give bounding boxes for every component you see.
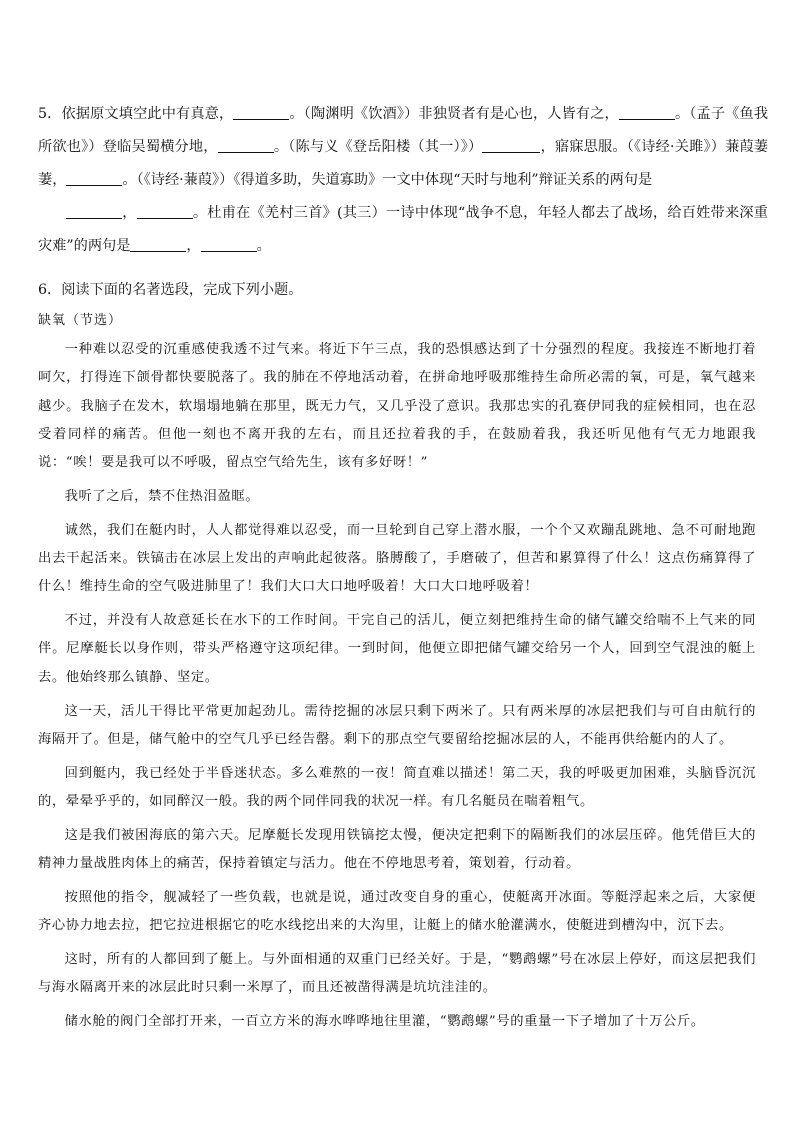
passage-paragraph: 回到艇内，我已经处于半昏迷状态。多么难熬的一夜！简直难以描述！第二天，我的呼吸更加困难，头脑昏沉沉的，晕晕乎乎的，如同醉汉一般。我的两个同伴同我的状况一样。有几名艇员在喘着粗气。 (38, 765, 756, 809)
question-5 (38, 98, 768, 263)
passage-paragraph: 这一天，活儿干得比平常更加起劲儿。需待挖掘的冰层只剩下两米了。只有两米厚的冰层把我们与可自由航行的海隔开了。但是，储气舱中的空气几乎已经告罄。剩下的那点空气要留给挖掘冰层的人，不能再供给艇内的人了。 (38, 703, 756, 747)
passage-paragraph: 这是我们被困海底的第六天。尼摩艇长发现用铁镐挖太慢，便决定把剩下的隔断我们的冰层压碎。他凭借巨大的精神力量战胜肉体上的痛苦，保持着镇定与活力。他在不停地思考着，策划着，行动着。 (38, 827, 756, 872)
q5-text-3: 。（孟子《鱼我所欲也》）登临吴蜀横分地， (38, 106, 769, 155)
q5-text-1: 5．依据原文填空此中有真意， (38, 106, 234, 122)
answer-blank[interactable] (201, 237, 257, 252)
q5-text-4: 。（陈与义《登岳阳楼（其一）》） (273, 139, 483, 155)
answer-blank[interactable] (218, 138, 274, 153)
q5-text-8: 。杜甫在《羌村三首》(其三）一诗中体现“战争不息，年轻人都去了战场，给百姓带来深重灾难”的两句是 (38, 205, 768, 254)
q5-text-10: 。 (256, 238, 271, 254)
answer-blank[interactable] (137, 204, 193, 219)
question-6-prompt: 6．阅读下面的名著选段，完成下列小题。 (38, 282, 303, 298)
answer-blank[interactable] (130, 237, 186, 252)
passage-title: 缺氧（节选） (38, 313, 123, 328)
answer-blank[interactable] (66, 171, 122, 186)
passage-paragraph: 按照他的指令，舰减轻了一些负载，也就是说，通过改变自身的重心，使艇离开冰面。等艇浮起来之后，大家便齐心协力地去拉，把它拉进根据它的吃水线挖出来的大沟里，让艇上的储水舱灌满水，使艇进到槽沟中，沉下去。 (38, 889, 756, 934)
passage-paragraph: 这时，所有的人都回到了艇上。与外面相通的双重门已经关好。于是，“鹦鹉螺”号在冰层上停好，而这层把我们与海水隔离开来的冰层此时只剩一米厚了，而且还被凿得满是坑坑洼洼的。 (38, 951, 756, 996)
q5-text-7: ， (122, 205, 137, 221)
answer-blank[interactable] (233, 105, 289, 120)
answer-blank[interactable] (619, 105, 675, 120)
q5-text-6: 。（《诗经·蒹葭》）《得道多助，失道寡助》一文中体现“天时与地利”辩证关系的两句是 (122, 172, 653, 188)
answer-blank[interactable] (482, 138, 540, 153)
q5-text-2: 。（陶渊明《饮酒》）非独贤者有是心也，人皆有之， (289, 106, 619, 122)
q5-text-9: ， (186, 238, 201, 254)
passage (38, 336, 756, 1042)
passage-paragraph: 我听了之后，禁不住热泪盈眶。 (64, 488, 260, 504)
passage-paragraph: 不过，并没有人故意延长在水下的工作时间。干完自己的活儿，便立刻把维持生命的储气罐交给喘不上气来的同伴。尼摩艇长以身作则，带头严格遵守这项纪律。一到时间，他便立即把储气罐交给另一个人，回到空气混浊的艇上去。他始终那么镇静、坚定。 (38, 613, 756, 685)
q5-text-5: ，寤寐思服。（《诗经·关雎》）蒹葭萋萋， (38, 139, 768, 188)
answer-blank[interactable] (66, 204, 122, 219)
passage-paragraph: 诚然，我们在艇内时，人人都觉得难以忍受，而一旦轮到自己穿上潜水服，一个个又欢蹦乱跳地、急不可耐地跑出去干起活来。铁镐击在冰层上发出的声响此起彼落。胳膊酸了，手磨破了，但苦和累算得了什么！这点伤痛算得了什么！维持生命的空气吸进肺里了！我们大口大口地呼吸着！大口大口地呼吸着！ (38, 522, 756, 595)
passage-paragraph: 储水舱的阀门全部打开来，一百立方米的海水哗哗地往里灌，“鹦鹉螺”号的重量一下子增加了十万公斤。 (64, 1014, 705, 1030)
passage-paragraph: 一种难以忍受的沉重感使我透不过气来。将近下午三点，我的恐惧感达到了十分强烈的程度。我接连不断地打着呵欠，打得连下颌骨都快要脱落了。我的肺在不停地活动着，在拼命地呼吸那维持生命所必需的氧，可是，氧气越来越少。我脑子在发木，软塌塌地躺在那里，既无力气，又几乎没了意识。我那忠实的孔赛伊同我的症候相同，也在忍受着同样的痛苦。但他一刻也不离开我的左右，而且还拉着我的手，在鼓励着我，我还听见他有气无力地跟我说：“唉！要是我可以不呼吸，留点空气给先生，该有多好呀！” (38, 342, 756, 471)
